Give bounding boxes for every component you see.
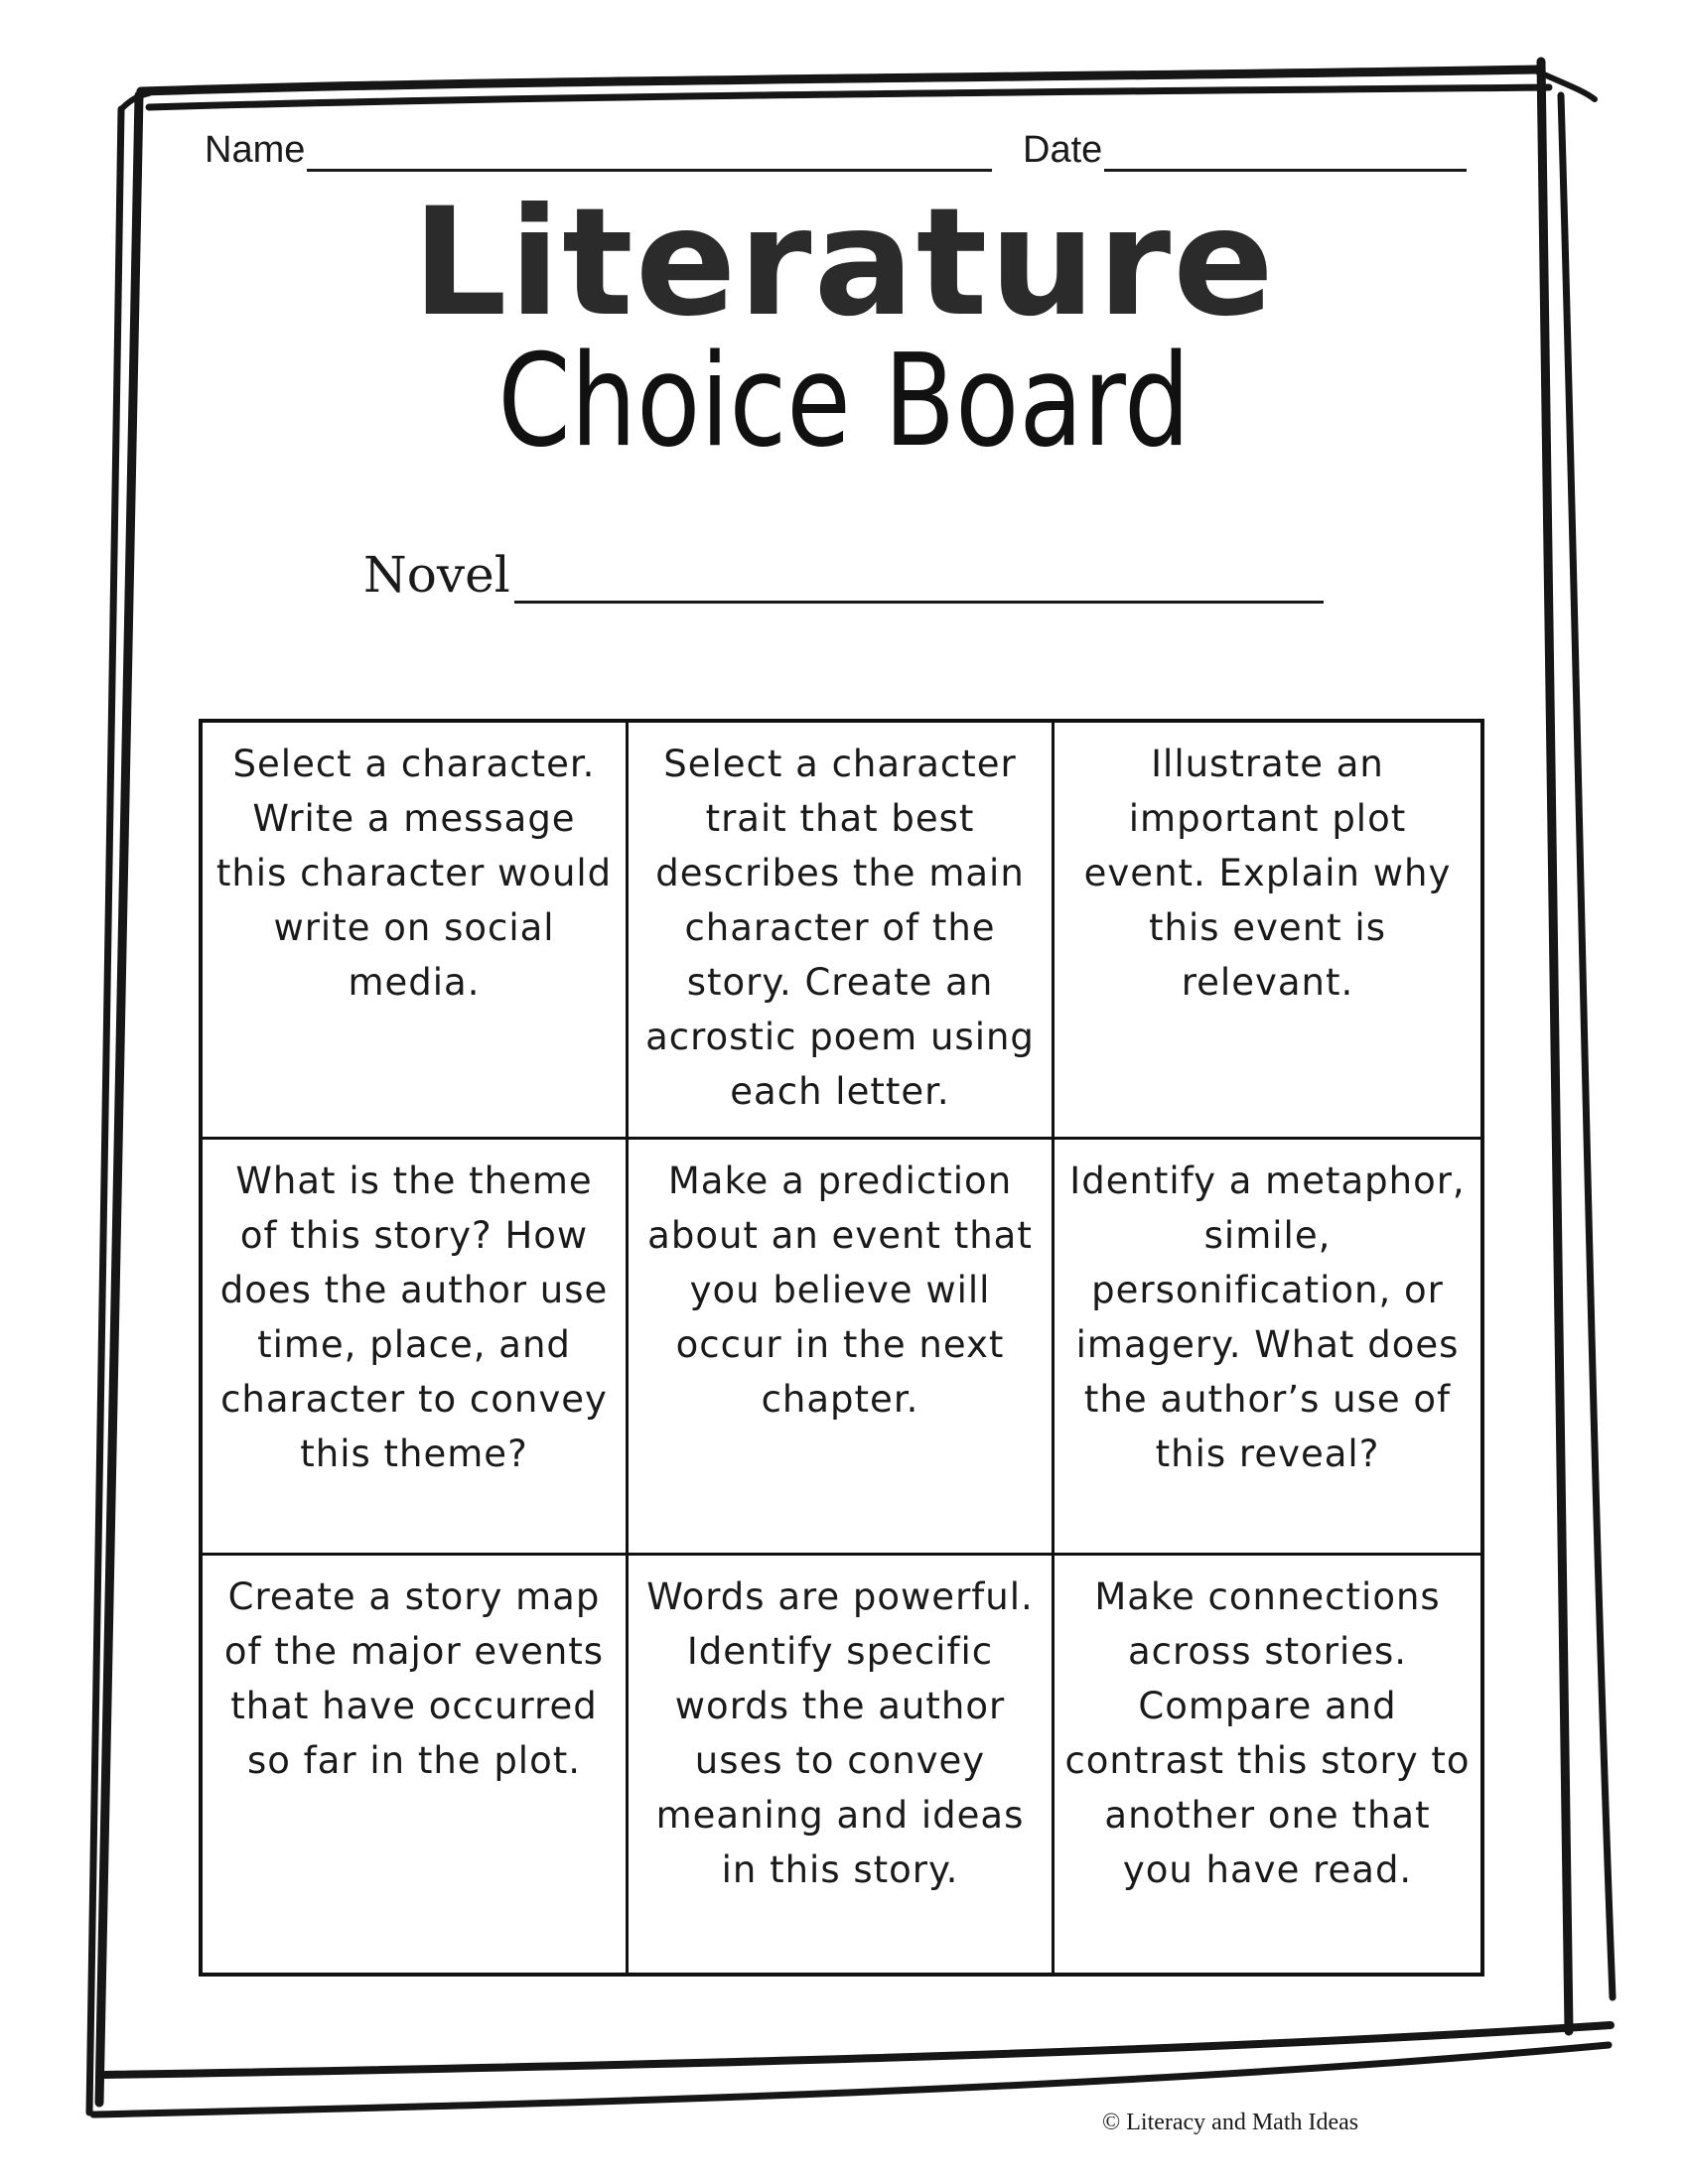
choice-cell-7: Create a story map of the major events that have occurred so far in the plot. bbox=[203, 1556, 629, 1973]
date-blank-line bbox=[1104, 129, 1467, 172]
novel-field bbox=[363, 546, 1324, 604]
choice-cell-8: Words are powerful. Identify specific words the author uses to convey meaning and ideas in this story. bbox=[629, 1556, 1055, 1973]
choice-cell-5: Make a prediction about an event that you believe will occur in the next chapter. bbox=[629, 1140, 1055, 1557]
choice-cell-3: Illustrate an important plot event. Explain why this event is relevant. bbox=[1055, 723, 1480, 1140]
date-label: Date bbox=[1023, 129, 1103, 171]
date-field bbox=[1023, 129, 1467, 172]
name-blank-line bbox=[307, 129, 992, 172]
choice-cell-9: Make connections across stories. Compare and contrast this story to another one that you have read. bbox=[1064, 1575, 1471, 1892]
name-field bbox=[205, 129, 992, 172]
novel-label: Novel bbox=[363, 546, 510, 604]
novel-blank-line bbox=[514, 551, 1324, 604]
choice-cell-1: Select a character. Write a message this character would write on social media. bbox=[203, 723, 629, 1140]
page-subtitle: Choice Board bbox=[497, 328, 1191, 476]
choice-board-grid bbox=[199, 719, 1484, 1977]
name-label: Name bbox=[205, 129, 306, 171]
choice-cell-4: What is the theme of this story? How does the author use time, place, and character to convey this theme? bbox=[203, 1140, 629, 1557]
choice-cell-6: Identify a metaphor, simile, personification, or imagery. What does the author’s use of this reveal? bbox=[1055, 1140, 1480, 1557]
choice-cell-2: Select a character trait that best describes the main character of the story. Create an acrostic poem using each letter. bbox=[629, 723, 1055, 1140]
page-title: Literature bbox=[412, 177, 1276, 349]
copyright-notice: © Literacy and Math Ideas bbox=[1102, 2110, 1359, 2135]
